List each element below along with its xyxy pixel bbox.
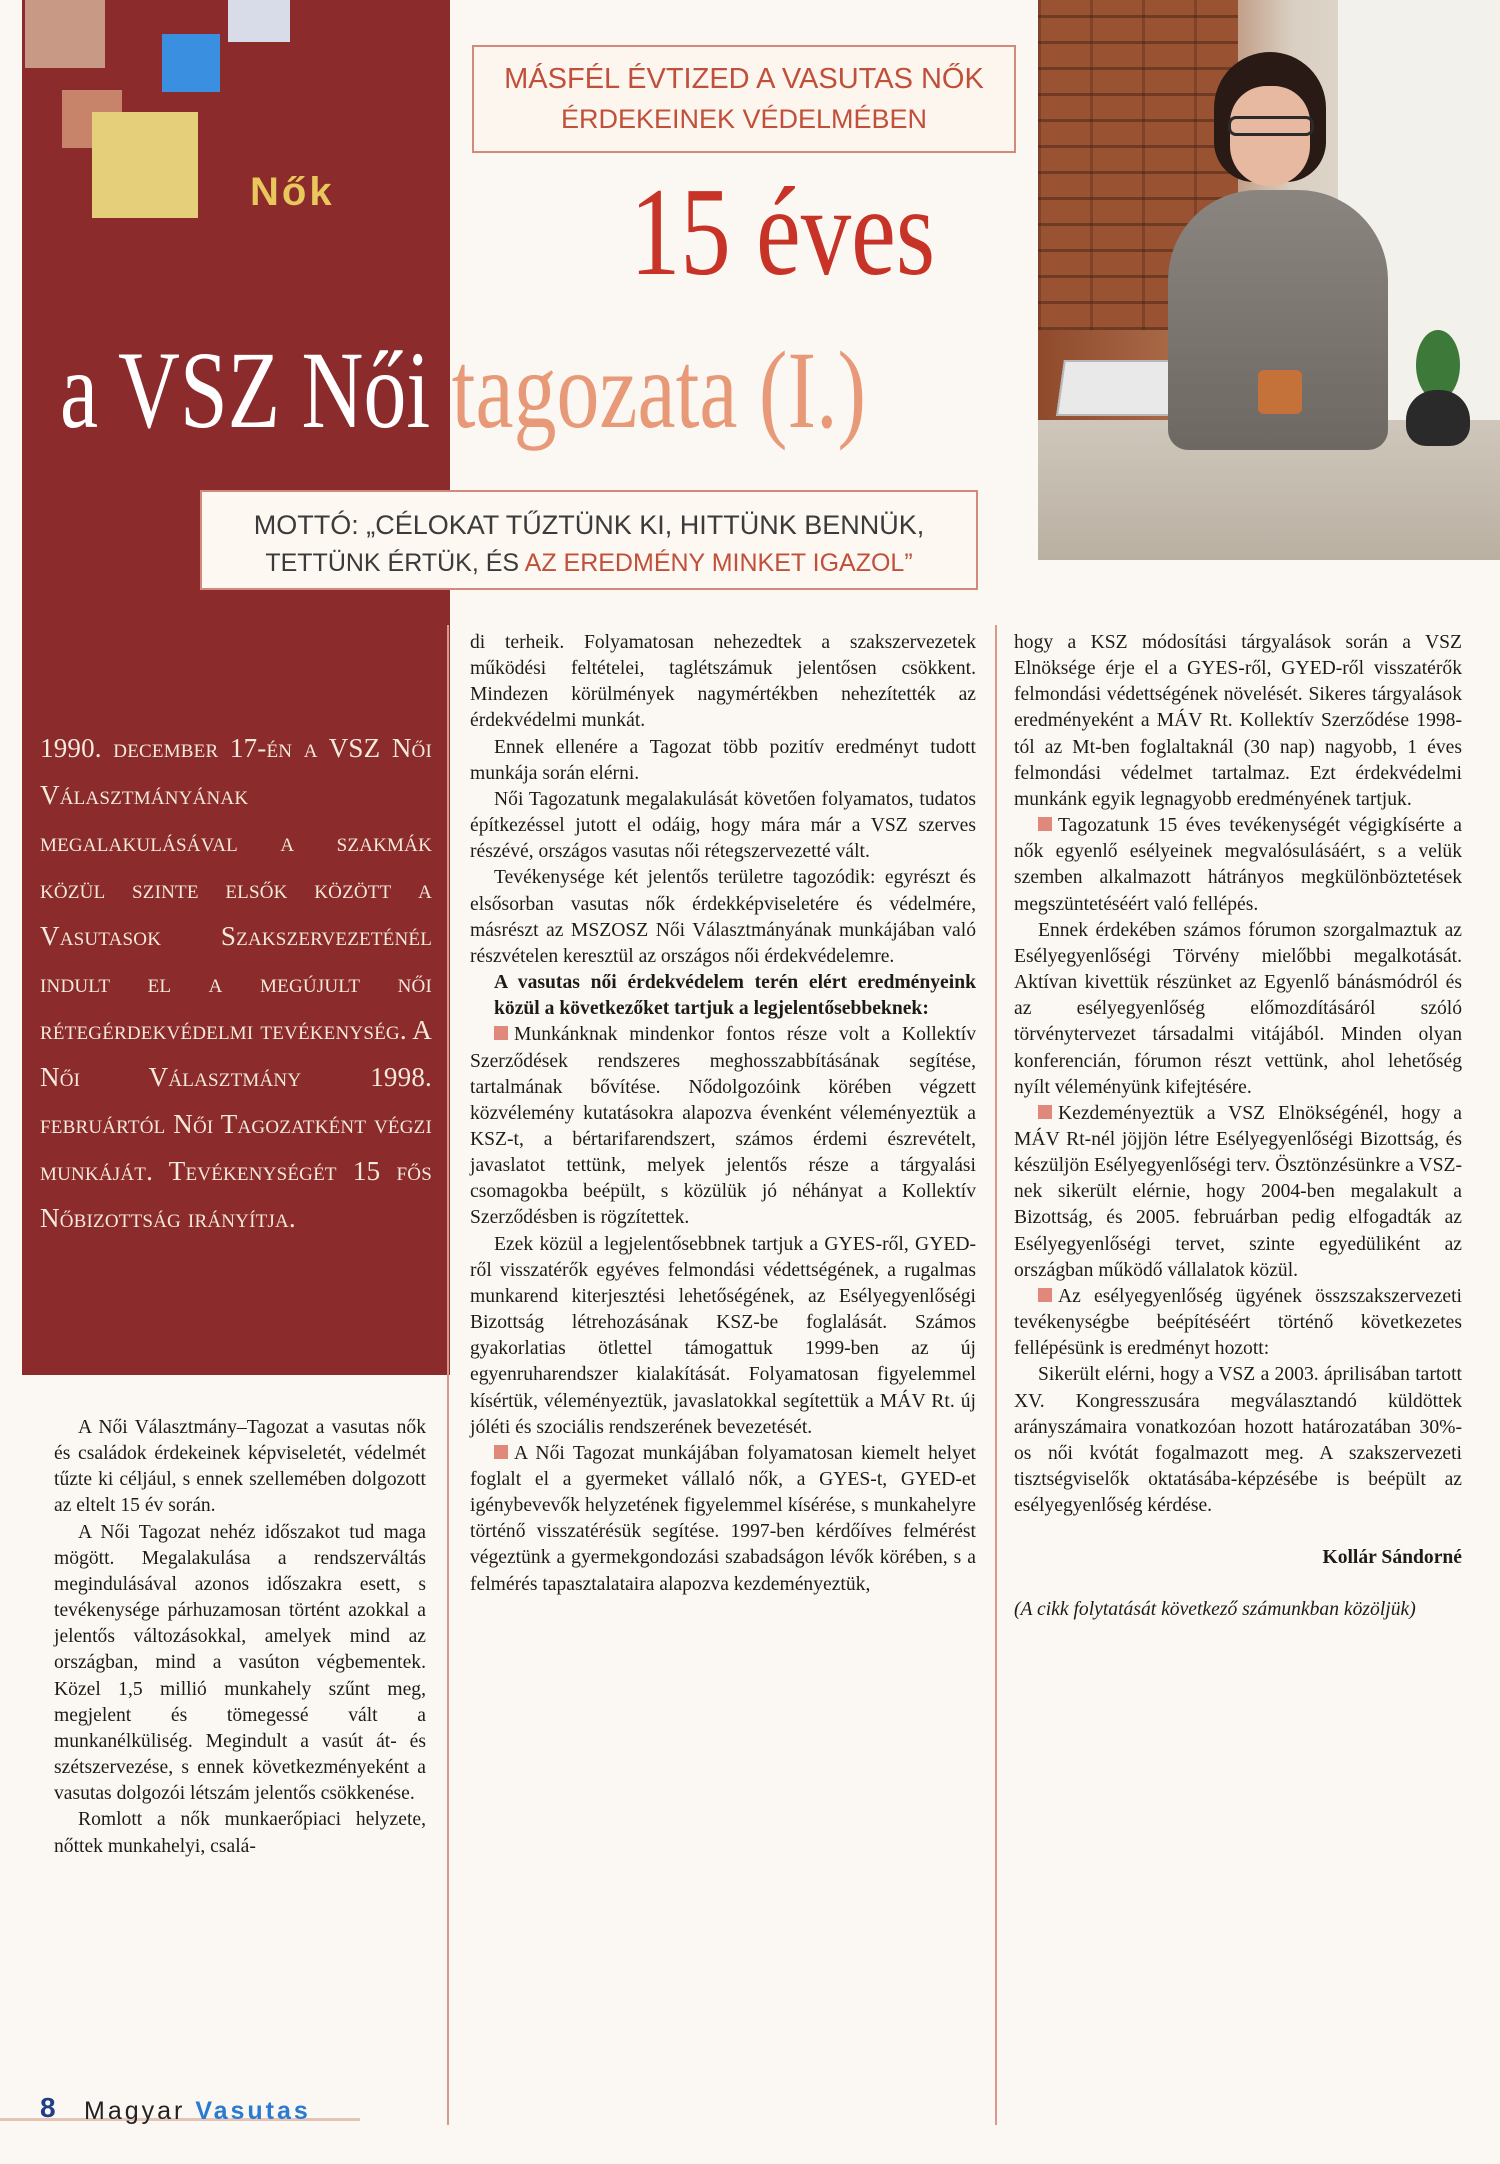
headline-white-part: a VSZ Női: [60, 329, 452, 451]
column-divider: [995, 625, 997, 2125]
intro-lead: 1990. december 17-én a VSZ Női Választmányának megalakulásával a szakmák közül szinte elsők között a Vasutasok Szakszervezeténél indult el a megújult női rétegérdekvédelmi tevékenység. A Női Választmány 1998. februártól Női Tagozatként végzi munkáját. Tevékenységét 15 fős Nőbizottság irányítja.: [40, 733, 432, 1233]
author-name: Kollár Sándorné: [1322, 1547, 1462, 1569]
paragraph: Romlott a nők munkaerőpiaci helyzete, nőttek munkahelyi, csalá-: [54, 1809, 426, 1857]
plant-pot: [1406, 390, 1470, 446]
column-1: [54, 1415, 426, 1860]
bullet-paragraph: [470, 1441, 976, 1598]
headline-accent-part: tagozata (I.): [451, 329, 867, 451]
magazine-name-a: Magyar: [84, 2097, 196, 2125]
glasses-icon: [1228, 116, 1314, 136]
magazine-name-b: Vasutas: [195, 2097, 311, 2125]
bullet-square-icon: [1038, 1288, 1052, 1302]
woman-figure: [1158, 40, 1398, 460]
motto-line-2-a: TETTÜNK ÉRTÜK, ÉS: [265, 549, 525, 577]
bullet-paragraph: [470, 1022, 976, 1231]
headline-line-2: [60, 330, 866, 450]
plant: [1398, 330, 1478, 450]
bold-subheading: A vasutas női érdekvédelem terén elért eredményeink közül a következőket tartjuk a legjelentősebbeknek:: [494, 972, 976, 1020]
kicker-box: [472, 45, 1016, 153]
kicker-line-2: ÉRDEKEINEK VÉDELMÉBEN: [560, 104, 928, 134]
bullet-square-icon: [1038, 1105, 1052, 1119]
paragraph: A Női Tagozat nehéz időszakot tud maga mögött. Megalakulása a rendszerváltás megindulásával azonos időszakra esett, s tevékenysége párhuzamosan történt azokkal a jelentős változásokkal, amelyek mind az országban, mind a vasúton végbementek. Közel 1,5 millió munkahely szűnt meg, megjelent és tömegessé vált a munkanélküliség. Megindult a vasút át- és szétszervezése, s ennek következményeként a vasutas dolgozói létszám jelentős csökkenése.: [54, 1521, 426, 1805]
paragraph: Női Tagozatunk megalakulását követően folyamatos, tudatos építkezéssel jutott el odáig, hogy mára már a VSZ szerves részévé, országos vasutas női rétegszervezetté vált.: [470, 788, 976, 863]
paragraph: A Női Választmány–Tagozat a vasutas nők és családok érdekeinek képviseletét, védelmét tűzte ki céljául, s ennek szellemében dolgozott az eltelt 15 év során.: [54, 1417, 426, 1517]
kicker-line-1: MÁSFÉL ÉVTIZED A VASUTAS NŐK: [504, 63, 984, 95]
paragraph: Ennek ellenére a Tagozat több pozitív eredményt tudott munkája során elérni.: [470, 736, 976, 784]
bullet-square-icon: [494, 1026, 508, 1040]
column-3: [1014, 630, 1462, 1624]
decorative-square: [25, 0, 105, 68]
bullet-text: Munkánknak mindenkor fontos része volt a Kollektív Szerződések rendszeres meghosszabbításának segítése, tartalmának bővítése. Nődolgozóink körében végzett közvélemény kutatásokra alapozva évenként véleményeztük a KSZ-t, a bértarifarendszert, számos érdemi észrevételt, javaslatot tettünk, melyek jelentős része a tárgyalási csomagokba beépült, s közülük jó néhányat a Kollektív Szerződésben is rögzítettek.: [470, 1024, 976, 1229]
continuation-note: (A cikk folytatását következő számunkban közöljük): [1014, 1599, 1416, 1621]
mug: [1258, 370, 1302, 414]
headline-line-1: 15 éves: [630, 163, 936, 302]
motto-line-2-highlight: AZ EREDMÉNY MINKET IGAZOL”: [524, 549, 913, 577]
bullet-paragraph: [1014, 813, 1462, 918]
paragraph: di terheik. Folyamatosan nehezedtek a szakszervezetek működési feltételei, taglétszámuk jelentősen csökkent. Mindezen körülmények nagymértékben nehezítették az érdekvédelmi munkát.: [470, 632, 976, 732]
face: [1230, 86, 1310, 186]
paragraph: Tevékenysége két jelentős területre tagozódik: egyrészt és elsősorban vasutas nők érdekképviseletére és védelmére, másrészt az MSZOSZ Női Választmányának munkájában való részvételen keresztül az országos női érdekvédelemre.: [470, 867, 976, 967]
bullet-text: Kezdeményeztük a VSZ Elnökségénél, hogy a MÁV Rt-nél jöjjön létre Esélyegyenlőségi Bizottság, és készüljön Esélyegyenlőségi terv. Ösztönzésünkre a VSZ-nek sikerült elérnie, hogy 2004-ben megalakult a Bizottság, és 2005. februárban pedig elfogadták az Esélyegyenlőségi tervet, szinte egyedüliként az országban működő vállalatok közül.: [1014, 1102, 1462, 1281]
paragraph: Ezek közül a legjelentősebbnek tartjuk a GYES-ről, GYED-ről visszatérők egyéves felmondási védettségének, a rugalmas munkarend kiterjesztési lehetőségének, az Esélyegyenlőségi Bizottság létrehozásának KSZ-be foglalását. Számos gyakorlatias ötlettel támogattuk 1999-ben az új egyenruharendszer kialakítását. Folyamatosan figyelemmel kísértük, véleményeztük, javaslatokkal segítettük a MÁV Rt. új jóléti és szociális rendszerének bevezetését.: [470, 1233, 976, 1438]
decorative-square: [162, 34, 220, 92]
page-number: 8: [40, 2092, 56, 2123]
bullet-paragraph: [1014, 1284, 1462, 1362]
decorative-square: [92, 112, 198, 218]
motto-box: [200, 490, 978, 590]
paragraph: Ennek érdekében számos fórumon szorgalmaztuk az Esélyegyenlőségi Törvény mielőbbi megalkotását. Aktívan kivettük részünket az Egyenlő bánásmódról és az esélyegyenlőség előmozdításáról szóló törvénytervezet társadalmi vitájából. Minden olyan konferencián, fórumon részt vettünk, ahol lehetőség nyílt véleményünk kifejtésére.: [1014, 919, 1462, 1098]
bullet-paragraph: [1014, 1101, 1462, 1284]
bullet-square-icon: [494, 1445, 508, 1459]
decorative-square: [228, 0, 290, 42]
article-photo: [1038, 0, 1500, 560]
bullet-text: A Női Tagozat munkájában folyamatosan kiemelt helyet foglalt el a gyermeket vállaló nők, a GYES-t, GYED-et igénybevevők helyzetének figyelemmel kísérése, s munkahelyre történő visszatérésük segítése. 1997-ben kérdőíves felmérést végeztünk a gyermekgondozási szabadságon lévők körében, s a felmérés tapasztalataira alapozva kezdeményeztük,: [470, 1442, 976, 1595]
paragraph: hogy a KSZ módosítási tárgyalások során a VSZ Elnöksége érje el a GYES-ről, GYED-ről visszatérők felmondási védettségének növelését. Sikeres tárgyalások eredményeként a MÁV Rt. Kollektív Szerződése 1998-tól az Mt-ben foglaltaknál (30 nap) nagyobb, 1 éves felmondási védelmet tartalmaz. Ezt érdekvédelmi munkánk egyik legnagyobb eredményének tartjuk.: [1014, 632, 1462, 810]
bullet-text: Az esélyegyenlőség ügyének összszakszervezeti tevékenységbe beépítéséért történő következetes fellépésünk is eredményt hozott:: [1014, 1285, 1462, 1360]
column-divider: [447, 625, 449, 2125]
motto-line-2: [202, 544, 976, 582]
bullet-square-icon: [1038, 817, 1052, 831]
bullet-text: Tagozatunk 15 éves tevékenységét végigkísérte a nők egyenlő esélyeinek megvalósulásáért, s a velük szemben alkalmazott hátrányos megkülönböztetések megszüntetéséért való fellépés.: [1014, 815, 1462, 915]
paragraph: Sikerült elérni, hogy a VSZ a 2003. áprilisában tartott XV. Kongresszusára megválasztandó küldöttek arányszámaira vonatkozóan hozott határozatában 30%-os női kvótát fogalmazott meg. A szakszervezeti tisztségviselők oktatásába-képzésébe is beépült az esélyegyenlőség kérdése.: [1014, 1364, 1462, 1517]
column-2: [470, 630, 976, 1598]
magazine-name: [84, 2097, 311, 2126]
section-label: Nők: [250, 170, 335, 214]
motto-line-1: MOTTÓ: „CÉLOKAT TŰZTÜNK KI, HITTÜNK BENNÜK,: [253, 510, 925, 540]
